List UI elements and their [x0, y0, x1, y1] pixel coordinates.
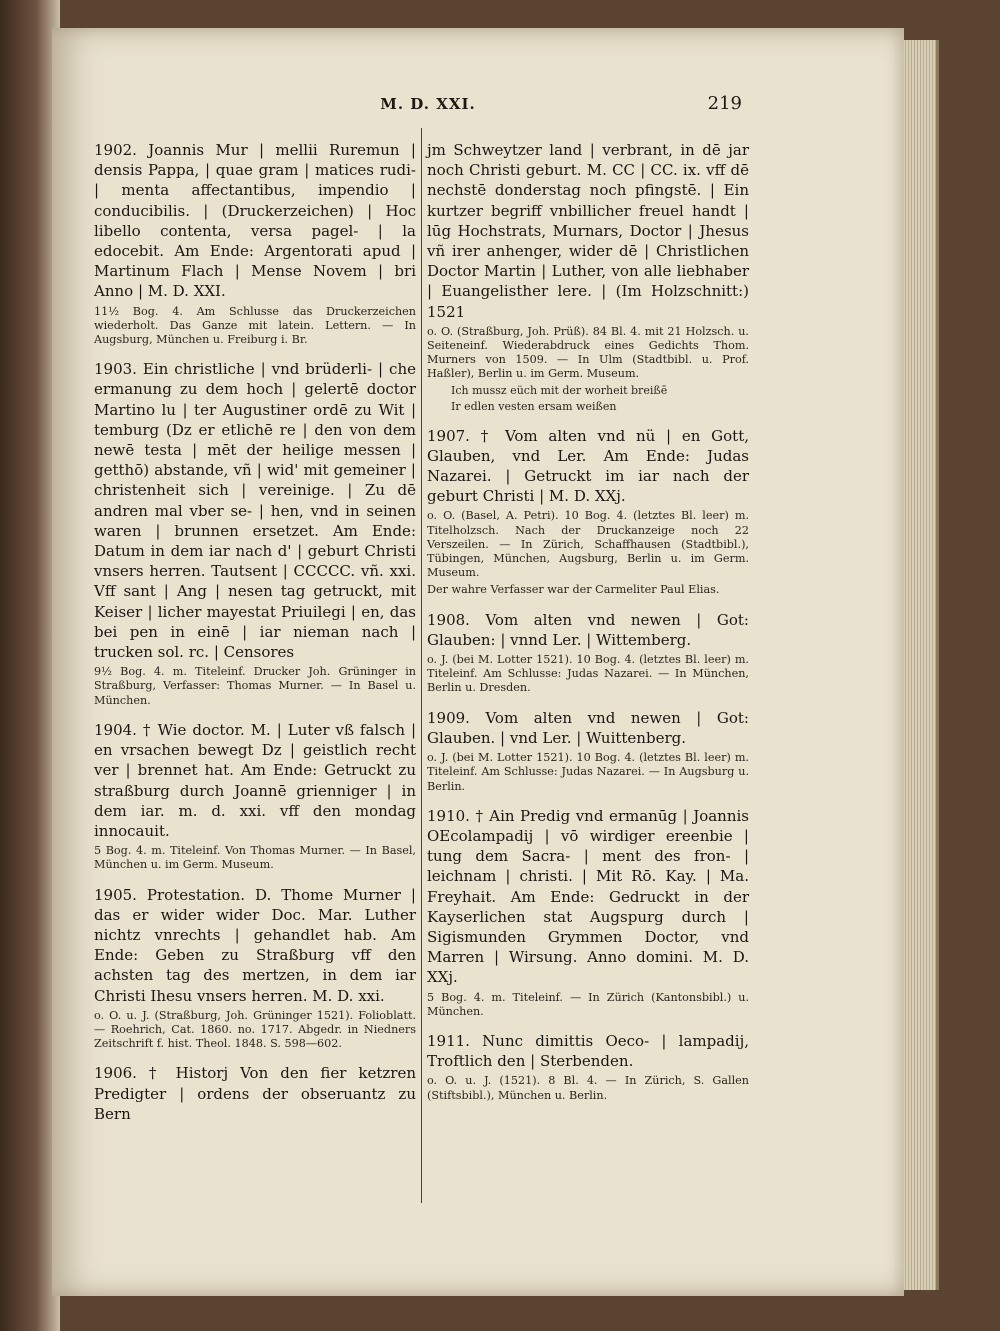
entry-text: 1902. Joannis Mur | mellii Ruremun | densis Pappa, | quae gram | matices rudi- | menta affectantibus, impendio | conducibilis. | (Druckerzeichen) | Hoc libello contenta, versa pagel- | la edocebit. Am Ende: Argentorati apud | Martinum Flach | Mense Novem | bri Anno | M. D. XXI.	[94, 141, 416, 301]
entry-text: 1904. † Wie doctor. M. | Luter vß falsch | en vrsachen bewegt Dz | geistlich recht ver | brennet hat. Am Ende: Getruckt zu straßburg durch Joannē grienniger | in dem iar. m. d. xxi. vff den mondag innocauit.	[94, 720, 416, 840]
entry-text: 1910. † Ain Predig vnd ermanūg | Joannis OEcolampadij | vō wirdiger ereenbie | tung dem Sacra- | ment des fron- | leichnam | christi. | Mit Rō. Kay. | Ma. Freyhait. Am Ende: Gedruckt in der Kayserlichen stat Augspurg durch | Sigismunden Grymmen Doctor, vnd Marren | Wirsung. Anno domini. M. D. XXj.	[427, 806, 749, 987]
entry-text: 1907. † Vom alten vnd nü | en Gott, Glauben, vnd Ler. Am Ende: Judas Nazarei. | Getruckt im iar nach der geburt Christi | M. D. XXj.	[427, 426, 749, 506]
catalog-entry	[427, 1031, 749, 1103]
entry-text: 1909. Vom alten vnd newen | Got: Glauben. | vnd Ler. | Wuittenberg.	[427, 708, 749, 747]
catalog-entry	[94, 1063, 416, 1124]
entry-note: o. J. (bei M. Lotter 1521). 10 Bog. 4. (letztes Bl. leer) m. Titeleinf. Am Schlusse: Judas Nazarei. — In München, Berlin u. Dresden.	[427, 653, 749, 695]
entry-text: 1903. Ein christliche | vnd brüderli- | che ermanung zu dem hoch | gelertē doctor Martino lu | ter Augustiner ordē zu Wit | temburg (Dz er etlichē re | den von dem newē testa | mēt der heilige messen | getthō) abstande, vñ | wid' mit gemeiner | christenheit sich | vereinige. | Zu dē andren mal vber se- | hen, vnd in seinen waren | brunnen ersetzet. Am Ende: Datum in dem iar nach d' | geburt Christi vnsers herren. Tautsent | CCCCC. vñ. xxi. Vff sant | Ang | nesen tag getruckt, mit Keiser | licher mayestat Priuilegi | en, das bei pen in einē | iar nieman nach | trucken sol. rc. | Censores	[94, 360, 416, 662]
entry-note: 5 Bog. 4. m. Titeleinf. — In Zürich (Kantonsbibl.) u. München.	[427, 990, 749, 1018]
page-stack-edge	[900, 40, 939, 1290]
entry-text: 1911. Nunc dimittis Oeco- | lampadij, Troftlich den | Sterbenden.	[427, 1031, 749, 1071]
catalog-entry	[94, 140, 416, 347]
entry-note: o. O. u. J. (1521). 8 Bl. 4. — In Zürich, S. Gallen (Stiftsbibl.), München u. Berlin.	[427, 1074, 749, 1102]
catalog-entry	[94, 885, 416, 1052]
entry-note: 11½ Bog. 4. Am Schlusse das Druckerzeichen wiederholt. Das Ganze mit latein. Lettern. — In Augsburg, München u. Freiburg i. Br.	[94, 304, 416, 347]
entry-note: o. O. u. J. (Straßburg, Joh. Grüninger 1521). Folioblatt. — Roehrich, Cat. 1860. no. 1717. Abgedr. in Niedners Zeitschrift f. hist. Theol. 1848. S. 598—602.	[94, 1008, 416, 1051]
entry-note: o. J. (bei M. Lotter 1521). 10 Bog. 4. (letztes Bl. leer) m. Titeleinf. Am Schlusse: Judas Nazarei. — In Augsburg u. Berlin.	[427, 751, 749, 793]
entry-text: 1908. Vom alten vnd newen | Got: Glauben: | vnnd Ler. | Wittemberg.	[427, 610, 749, 649]
entry-text: jm Schweytzer land | verbrant, in dē jar noch Christi geburt. M. CC | CC. ix. vff dē nechstē donderstag noch pfingstē. | Ein kurtzer begriff vnbillicher freuel handt | lūg Hochstrats, Murnars, Doctor | Jhesus vñ irer anhenger, wider dē | Christlichen Doctor Martin | Luther, von alle liebhaber | Euangelisther lere. | (Im Holzschnitt:) 1521	[427, 141, 749, 321]
entry-text: 1906. † Historj Von den fier ketzren Predigter | ordens der obseruantz zu Bern	[94, 1064, 416, 1123]
entry-note: Der wahre Verfasser war der Carmeliter Paul Elias.	[427, 583, 720, 597]
entry-note: o. O. (Basel, A. Petri). 10 Bog. 4. (letztes Bl. leer) m. Titelholzsch. Nach der Druckanzeige noch 22 Verszeilen. — In Zürich, Schaffhausen (Stadtbibl.), Tübingen, München, Augsburg, Berlin u. im Germ. Museum.	[427, 509, 749, 580]
catalog-entry	[427, 140, 749, 414]
entry-note: 5 Bog. 4. m. Titeleinf. Von Thomas Murner. — In Basel, München u. im Germ. Museum.	[94, 844, 416, 872]
right-column	[427, 140, 749, 1115]
catalog-entry	[94, 359, 416, 708]
catalog-entry	[427, 610, 749, 696]
left-column	[94, 140, 416, 1136]
catalog-entry	[427, 426, 749, 598]
page-number: 219	[707, 93, 742, 114]
catalog-entry	[427, 806, 749, 1019]
quote-line: Ich mussz eüch mit der worheit breißē	[451, 383, 668, 397]
entry-text: 1905. Protestation. D. Thome Murner | das er wider wider Doc. Mar. Luther nichtz vnrechts | gehandlet hab. Am Ende: Geben zu Straßburg vff den achsten tag des mertzen, in dem iar Christi Ihesu vnsers herren. M. D. xxi.	[94, 885, 416, 1005]
catalog-entry	[427, 708, 749, 794]
column-divider	[421, 128, 422, 1203]
quote-line: Ir edlen vesten ersam weißen	[451, 399, 617, 413]
entry-note: 9½ Bog. 4. m. Titeleinf. Drucker Joh. Grüninger in Straßburg, Verfasser: Thomas Murner. — In Basel u. München.	[94, 665, 416, 707]
book-binding-edge	[0, 0, 60, 1331]
catalog-entry	[94, 720, 416, 873]
entry-note: o. O. (Straßburg, Joh. Prüß). 84 Bl. 4. mit 21 Holzsch. u. Seiteneinf. Wiederabdruck eines Gedichts Thom. Murners von 1509. — In Ulm (Stadtbibl. u. Prof. Haßler), Berlin u. im Germ. Museum.	[427, 324, 749, 381]
running-title: M. D. XXI.	[380, 95, 476, 113]
